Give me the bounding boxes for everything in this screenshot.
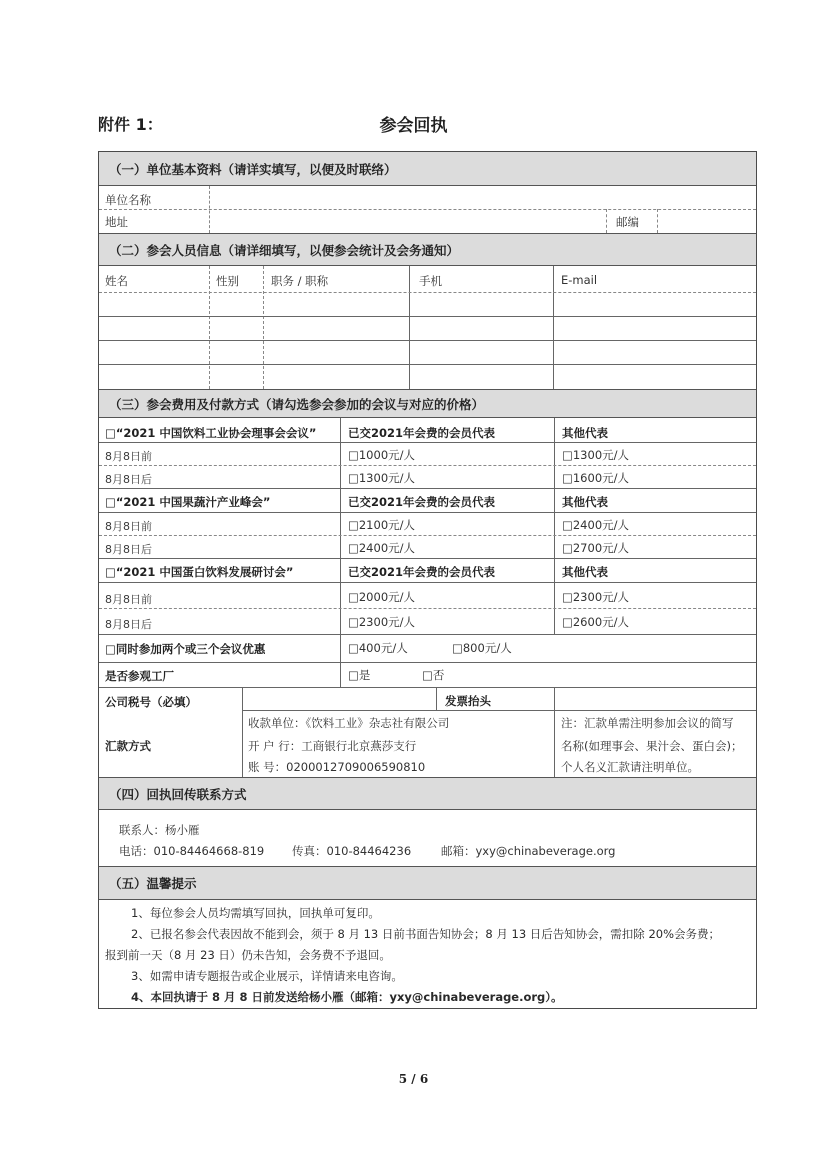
divider <box>242 710 756 711</box>
member-col-label: 已交2021年会费的会员代表 <box>348 426 496 440</box>
price-checkbox[interactable]: □1300元/人 <box>348 471 416 485</box>
divider <box>554 418 555 634</box>
price-checkbox[interactable]: □2300元/人 <box>348 615 416 629</box>
divider <box>99 292 756 293</box>
meeting-2-name: □“2021 中国果蔬汁产业峰会” <box>105 495 271 509</box>
invoice-title-label: 发票抬头 <box>445 694 491 708</box>
bank: 开 户 行：工商银行北京燕莎支行 <box>248 739 417 753</box>
section-2-header: （二）参会人员信息（请详细填写，以便参会统计及会务通知） <box>99 233 756 266</box>
divider <box>99 662 756 663</box>
divider <box>99 364 756 365</box>
page-number: 5 / 6 <box>398 1072 429 1086</box>
price-checkbox[interactable]: □2400元/人 <box>562 518 630 532</box>
divider <box>340 662 341 687</box>
price-checkbox[interactable]: □2700元/人 <box>562 541 630 555</box>
col-gender: 性别 <box>216 274 239 288</box>
after-label: 8月8日后 <box>105 618 152 631</box>
account-number: 账 号：0200012709006590810 <box>248 760 426 774</box>
divider <box>99 340 756 341</box>
remittance-note: 名称(如理事会、果汁会、蛋白会)； <box>561 739 743 753</box>
tip-3: 3、如需申请专题报告或企业展示，详情请来电咨询。 <box>131 969 403 983</box>
contact-phone: 电话：010-84464668-819 <box>119 844 265 858</box>
divider <box>436 687 437 710</box>
section-3-header: （三）参会费用及付款方式（请勾选参会参加的会议与对应的价格） <box>99 389 756 418</box>
price-checkbox[interactable]: □2300元/人 <box>562 590 630 604</box>
member-col-label: 已交2021年会费的会员代表 <box>348 495 496 509</box>
divider <box>99 582 756 583</box>
divider <box>99 687 756 688</box>
price-checkbox[interactable]: □1000元/人 <box>348 448 416 462</box>
contact-email: 邮箱：yxy@chinabeverage.org <box>441 844 616 858</box>
factory-no-checkbox[interactable]: □否 <box>422 668 445 682</box>
divider <box>99 558 756 559</box>
after-label: 8月8日后 <box>105 473 152 486</box>
section-5-header: （五）温馨提示 <box>99 866 756 900</box>
contact-fax: 传真：010-84464236 <box>292 844 412 858</box>
divider <box>209 266 210 389</box>
price-checkbox[interactable]: □2400元/人 <box>348 541 416 555</box>
divider <box>99 465 756 466</box>
member-col-label: 已交2021年会费的会员代表 <box>348 565 496 579</box>
divider <box>99 512 756 513</box>
tip-2: 2、已报名参会代表因故不能到会，须于 8 月 13 日前书面告知协会；8 月 13 日后告知协会，需扣除 20%会务费； <box>131 927 721 941</box>
divider <box>242 687 243 777</box>
divider <box>99 316 756 317</box>
price-checkbox[interactable]: □2600元/人 <box>562 615 630 629</box>
after-label: 8月8日后 <box>105 543 152 556</box>
unit-name-label: 单位名称 <box>105 193 151 207</box>
other-col-label: 其他代表 <box>562 495 608 509</box>
registration-form <box>98 151 757 1009</box>
price-checkbox[interactable]: □1600元/人 <box>562 471 630 485</box>
combo-discount-label[interactable]: □同时参加两个或三个会议优惠 <box>105 642 266 656</box>
address-label: 地址 <box>105 215 128 229</box>
divider <box>340 418 341 662</box>
remittance-note: 注：汇款单需注明参加会议的简写 <box>561 716 734 730</box>
other-col-label: 其他代表 <box>562 565 608 579</box>
col-position: 职务 / 职称 <box>271 274 329 288</box>
discount-checkbox[interactable]: □400元/人 <box>348 641 408 655</box>
tax-id-label: 公司税号（必填） <box>105 695 197 709</box>
other-col-label: 其他代表 <box>562 426 608 440</box>
divider <box>409 266 410 389</box>
divider <box>99 634 756 635</box>
before-label: 8月8日前 <box>105 593 152 606</box>
divider <box>99 535 756 536</box>
divider <box>263 266 264 389</box>
divider <box>99 442 756 443</box>
remittance-note: 个人名义汇款请注明单位。 <box>561 760 699 774</box>
tip-2-cont: 报到前一天（8 月 23 日）仍未告知，会务费不予退回。 <box>105 948 391 962</box>
discount-checkbox[interactable]: □800元/人 <box>452 641 512 655</box>
section-1-header: （一）单位基本资料（请详实填写，以便及时联络） <box>99 152 756 186</box>
factory-visit-label: 是否参观工厂 <box>105 669 174 683</box>
remittance-label: 汇款方式 <box>105 739 151 753</box>
meeting-3-name: □“2021 中国蛋白饮料发展研讨会” <box>105 565 294 579</box>
price-checkbox[interactable]: □1300元/人 <box>562 448 630 462</box>
divider <box>606 209 607 233</box>
meeting-1-name: □“2021 中国饮料工业协会理事会会议” <box>105 426 317 440</box>
factory-yes-checkbox[interactable]: □是 <box>348 668 371 682</box>
payee: 收款单位：《饮料工业》杂志社有限公司 <box>248 716 450 730</box>
attachment-label: 附件 1： <box>98 115 163 134</box>
before-label: 8月8日前 <box>105 450 152 463</box>
tip-1: 1、每位参会人员均需填写回执，回执单可复印。 <box>131 906 380 920</box>
divider <box>99 608 756 609</box>
divider <box>554 687 555 777</box>
col-mobile: 手机 <box>419 274 442 288</box>
contact-person: 联系人：杨小雁 <box>119 823 200 837</box>
postcode-label: 邮编 <box>616 215 639 229</box>
tip-4: 4、本回执请于 8 月 8 日前发送给杨小雁（邮箱：yxy@chinabeverage.org）。 <box>131 990 563 1004</box>
section-4-header: （四）回执回传联系方式 <box>99 777 756 810</box>
price-checkbox[interactable]: □2100元/人 <box>348 518 416 532</box>
divider <box>553 266 554 389</box>
divider <box>657 209 658 233</box>
price-checkbox[interactable]: □2000元/人 <box>348 590 416 604</box>
col-name: 姓名 <box>105 274 128 288</box>
divider <box>99 488 756 489</box>
before-label: 8月8日前 <box>105 520 152 533</box>
col-email: E-mail <box>561 273 598 287</box>
page-title: 参会回执 <box>379 116 448 136</box>
